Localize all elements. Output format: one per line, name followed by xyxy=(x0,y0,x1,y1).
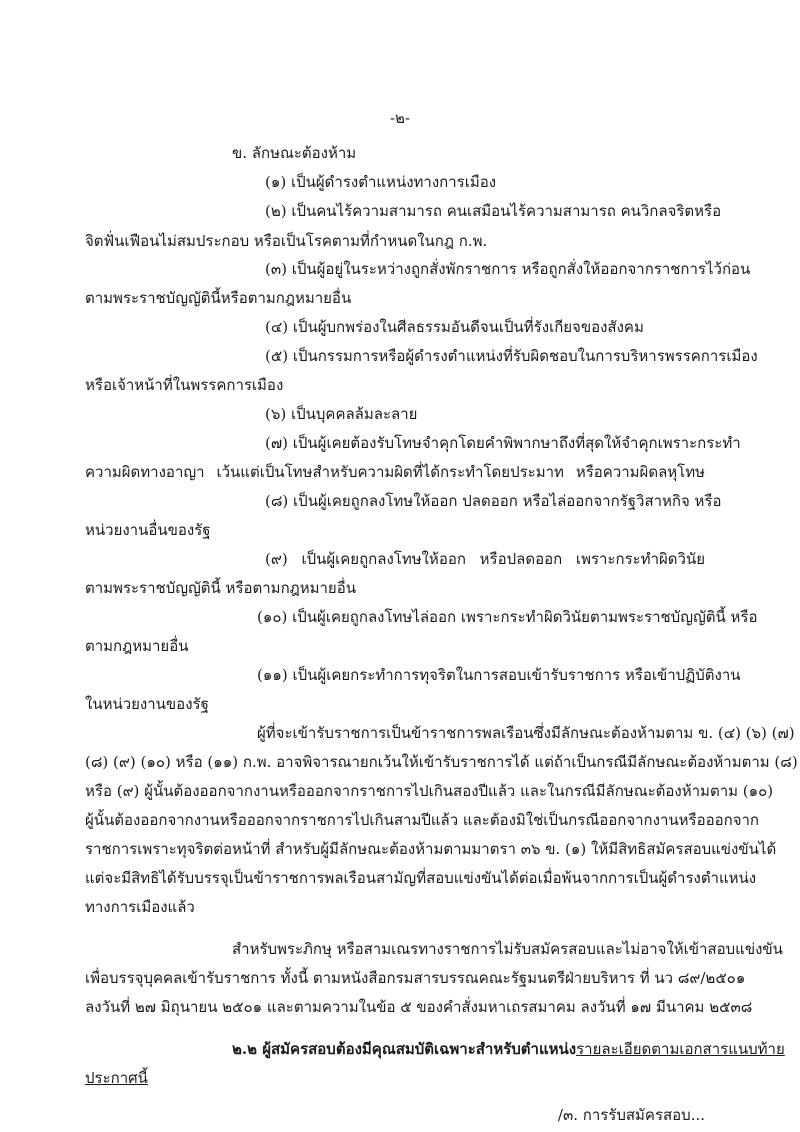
monk-paragraph: ลงวันที่ ๒๗ มิถุนายน ๒๕๐๑ และตามความในข้อ ๕ ของคำสั่งมหาเถรสมาคม ลงวันที่ ๑๗ มีนาคม ๒๕๓๘ xyxy=(85,998,753,1016)
exception-paragraph: (๘) (๙) (๑๐) หรือ (๑๑) ก.พ. อาจพิจารณายกเว้นให้เข้ารับราชการได้ แต่ถ้าเป็นกรณีมีลักษณะต้องห้ามตาม (๘) xyxy=(85,753,798,771)
monk-paragraph: เพื่อบรรจุบุคคลเข้ารับราชการ ทั้งนี้ ตามหนังสือกรมสารบรรณคณะรัฐมนตรีฝ่ายบริหาร ที่ นว ๘๙/๒๕๐๑ xyxy=(85,969,746,987)
list-item-cont: ความผิดทางอาญา เว้นแต่เป็นโทษสำหรับความผิดที่ได้กระทำโดยประมาท หรือความผิดลหุโทษ xyxy=(85,463,705,481)
list-item-cont: หน่วยงานอื่นของรัฐ xyxy=(85,521,211,539)
list-item: (๑๐) เป็นผู้เคยถูกลงโทษไล่ออก เพราะกระทำผิดวินัยตามพระราชบัญญัตินี้ หรือ xyxy=(257,608,758,626)
list-item-cont: ในหน่วยงานของรัฐ xyxy=(85,695,209,713)
list-item-cont: ตามพระราชบัญญัตินี้หรือตามกฎหมายอื่น xyxy=(85,289,352,307)
list-item: (๑) เป็นผู้ดำรงตำแหน่งทางการเมือง xyxy=(265,173,497,191)
list-item: (๔) เป็นผู้บกพร่องในศีลธรรมอันดีจนเป็นที่รังเกียจของสังคม xyxy=(265,318,644,336)
exception-paragraph: ผู้นั้นต้องออกจากงานหรือออกจากราชการไปเกินสามปีแล้ว และต้องมิใช่เป็นกรณีออกจากงานหรือออกจาก xyxy=(85,811,759,829)
list-item: (๕) เป็นกรรมการหรือผู้ดำรงตำแหน่งที่รับผิดชอบในการบริหารพรรคการเมือง xyxy=(265,347,758,365)
list-item: (๘) เป็นผู้เคยถูกลงโทษให้ออก ปลดออก หรือไล่ออกจากรัฐวิสาหกิจ หรือ xyxy=(265,492,722,510)
list-item: (๑๑) เป็นผู้เคยกระทำการทุจริตในการสอบเข้ารับราชการ หรือเข้าปฏิบัติงาน xyxy=(257,666,741,684)
monk-paragraph: สำหรับพระภิกษุ หรือสามเณรทางราชการไม่รับสมัครสอบและไม่อาจให้เข้าสอบแข่งขัน xyxy=(232,940,783,958)
exception-paragraph: ผู้ที่จะเข้ารับราชการเป็นข้าราชการพลเรือนซึ่งมีลักษณะต้องห้ามตาม ข. (๔) (๖) (๗) xyxy=(257,724,795,742)
section-2-2-title: ๒.๒ ผู้สมัครสอบต้องมีคุณสมบัติเฉพาะสำหรับตำแหน่ง xyxy=(232,1040,577,1058)
exception-paragraph: ราชการเพราะทุจริตต่อหน้าที่ สำหรับผู้มีลักษณะต้องห้ามตามมาตรา ๓๖ ข. (๑) ให้มีสิทธิสมัครสอบแข่งขันได้ xyxy=(85,840,777,858)
section-title: ข. ลักษณะต้องห้าม xyxy=(232,144,357,162)
list-item: (๗) เป็นผู้เคยต้องรับโทษจำคุกโดยคำพิพากษาถึงที่สุดให้จำคุกเพราะกระทำ xyxy=(265,434,741,452)
list-item: (๒) เป็นคนไร้ความสามารถ คนเสมือนไร้ความสามารถ คนวิกลจริตหรือ xyxy=(265,202,722,220)
section-2-2-heading xyxy=(232,1039,785,1059)
list-item-cont: ตามกฎหมายอื่น xyxy=(85,637,189,655)
exception-paragraph: แต่จะมีสิทธิได้รับบรรจุเป็นข้าราชการพลเรือนสามัญที่สอบแข่งขันได้ต่อเมื่อพ้นจากการเป็นผู้ดำรงตำแหน่ง xyxy=(85,869,757,887)
list-item: (๙) เป็นผู้เคยถูกลงโทษให้ออก หรือปลดออก เพราะกระทำผิดวินัย xyxy=(265,550,705,568)
attachment-reference: รายละเอียดตามเอกสารแนบท้าย xyxy=(576,1040,785,1058)
list-item: (๖) เป็นบุคคลล้มละลาย xyxy=(265,405,418,423)
list-item-cont: จิตฟั่นเฟือนไม่สมประกอบ หรือเป็นโรคตามที่กำหนดในกฎ ก.พ. xyxy=(85,232,488,250)
page-number: -๒- xyxy=(389,109,411,127)
list-item-cont: หรือเจ้าหน้าที่ในพรรคการเมือง xyxy=(85,376,284,394)
list-item: (๓) เป็นผู้อยู่ในระหว่างถูกสั่งพักราชการ หรือถูกสั่งให้ออกจากราชการไว้ก่อน xyxy=(265,260,751,278)
exception-paragraph: ทางการเมืองแล้ว xyxy=(85,898,195,916)
continuation-marker: /๓. การรับสมัครสอบ... xyxy=(557,1106,705,1124)
attachment-reference-cont: ประกาศนี้ xyxy=(85,1069,148,1087)
list-item-cont: ตามพระราชบัญญัตินี้ หรือตามกฎหมายอื่น xyxy=(85,579,356,597)
exception-paragraph: หรือ (๙) ผู้นั้นต้องออกจากงานหรือออกจากราชการไปเกินสองปีแล้ว และในกรณีมีลักษณะต้องห้ามตาม (๑๐) xyxy=(85,782,774,800)
